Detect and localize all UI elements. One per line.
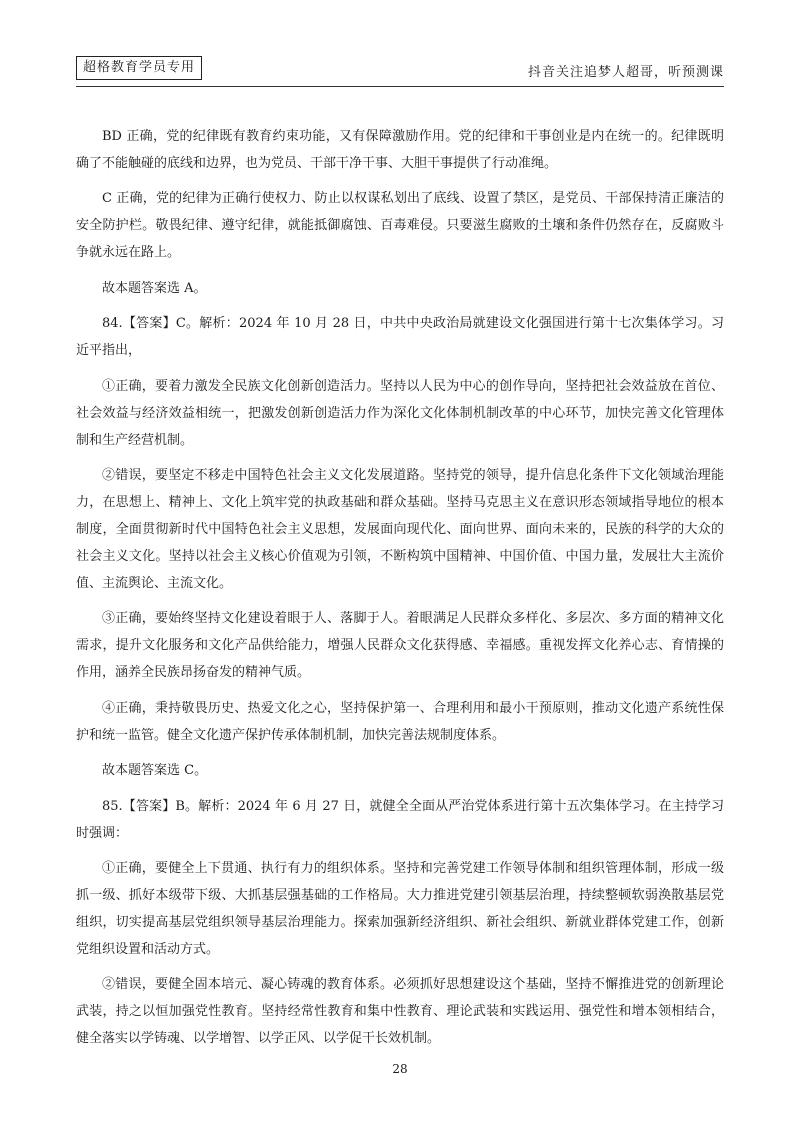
document-body bbox=[76, 123, 724, 1061]
paragraph: BD 正确，党的纪律既有教育约束功能，又有保障激励作用。党的纪律和干事创业是内在统一的。纪律既明确了不能触碰的底线和边界，也为党员、干部干净干事、大胆干事提供了行动准绳。 bbox=[76, 129, 724, 171]
header-divider bbox=[76, 86, 724, 87]
paragraph: 85.【答案】B。解析：2024 年 6 月 27 日，就健全全面从严治党体系进行第十五次集体学习。在主持学习时强调： bbox=[76, 798, 724, 841]
paragraph: 故本题答案选 A。 bbox=[102, 280, 207, 296]
paragraph: ②错误，要坚定不移走中国特色社会主义文化发展道路。坚持党的领导，提升信息化条件下文化领域治理能力，在思想上、精神上、文化上筑牢党的执政基础和群众基础。坚持马克思主义在意识形态领域指导地位的根本制度，全面贯彻新时代中国特色社会主义思想，发展面向现代化、面向世界、面向未来的，民族的科学的大众的社会主义文化。坚持以社会主义核心价值观为引领，不断构筑中国精神、中国价值、中国力量，发展壮大主流价值、主流舆论、主流文化。 bbox=[76, 467, 724, 591]
paragraph: 故本题答案选 C。 bbox=[102, 763, 208, 779]
header-left-label: 超格教育学员专用 bbox=[76, 56, 202, 80]
paragraph: ②错误，要健全固本培元、凝心铸魂的教育体系。必须抓好思想建设这个基础，坚持不懈推进党的创新理论武装，持之以恒加强党性教育。坚持经常性教育和集中性教育、理论武装和实践运用、强党性和增本领相结合，健全落实以学铸魂、以学增智、以学正风、以学促干长效机制。 bbox=[76, 977, 724, 1047]
page-number: 28 bbox=[392, 1062, 408, 1076]
header-right-label: 抖音关注追梦人超哥，听预测课 bbox=[527, 65, 724, 80]
paragraph: C 正确，党的纪律为正确行使权力、防止以权谋私划出了底线、设置了禁区，是党员、干部保持清正廉洁的安全防护栏。敬畏纪律、遵守纪律，就能抵御腐蚀、百毒难侵。只要滋生腐败的土壤和条件仍然存在，反腐败斗争就永远在路上。 bbox=[76, 191, 724, 261]
paragraph: ④正确，秉持敬畏历史、热爱文化之心，坚持保护第一、合理利用和最小干预原则，推动文化遗产系统性保护和统一监管。健全文化遗产保护传承体制机制，加快完善法规制度体系。 bbox=[76, 700, 724, 743]
paragraph: ③正确，要始终坚持文化建设着眼于人、落脚于人。着眼满足人民群众多样化、多层次、多方面的精神文化需求，提升文化服务和文化产品供给能力，增强人民群众文化获得感、幸福感。重视发挥文化养心志、育情操的作用，涵养全民族昂扬奋发的精神气质。 bbox=[76, 611, 724, 681]
paragraph: ①正确，要着力激发全民族文化创新创造活力。坚持以人民为中心的创作导向，坚持把社会效益放在首位、社会效益与经济效益相统一，把激发创新创造活力作为深化文化体制机制改革的中心环节，加快完善文化管理体制和生产经营机制。 bbox=[76, 378, 724, 448]
paragraph: 84.【答案】C。解析：2024 年 10 月 28 日，中共中央政治局就建设文化强国进行第十七次集体学习。习近平指出， bbox=[76, 316, 724, 359]
paragraph: ①正确，要健全上下贯通、执行有力的组织体系。坚持和完善党建工作领导体制和组织管理体制，形成一级抓一级、抓好本级带下级、大抓基层强基础的工作格局。大力推进党建引领基层治理，持续整顿软弱涣散基层党组织，切实提高基层党组织领导基层治理能力。探索加强新经济组织、新社会组织、新就业群体党建工作，创新党组织设置和活动方式。 bbox=[76, 860, 724, 957]
